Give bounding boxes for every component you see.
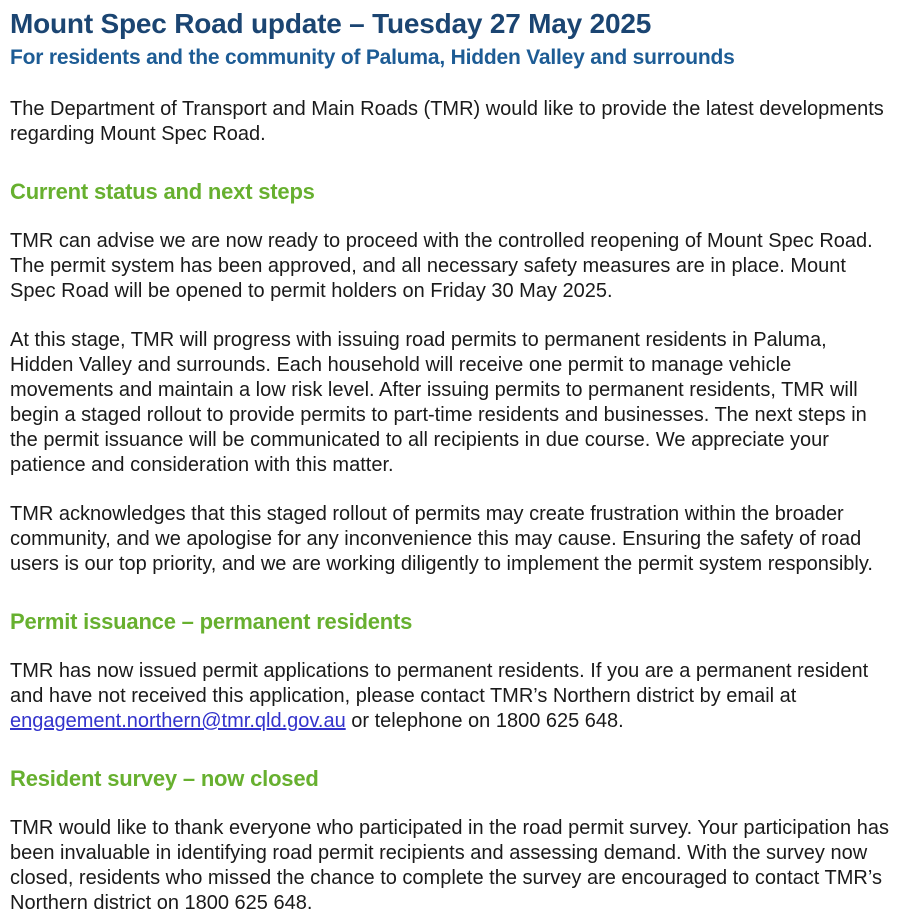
- section-heading-current-status: Current status and next steps: [10, 179, 315, 204]
- paragraph-acknowledgement: TMR acknowledges that this staged rollout of permits may create frustration within the broader community, and we apologise for any inconvenience this may cause. Ensuring the safety of road users is our top priority, and we are working diligently to implement the permit system responsibly.: [10, 503, 873, 575]
- document-title: Mount Spec Road update – Tuesday 27 May 2025: [10, 8, 652, 39]
- paragraph-reopening: TMR can advise we are now ready to proceed with the controlled reopening of Mount Spec Road. The permit system has been approved, and all necessary safety measures are in place. Mount Spec Road will be opened to permit holders on Friday 30 May 2025.: [10, 230, 873, 302]
- paragraph-permit-contact: [10, 659, 890, 734]
- paragraph-permit-contact-text-after: or telephone on 1800 625 648.: [345, 710, 624, 732]
- paragraph-staged-rollout: At this stage, TMR will progress with issuing road permits to permanent residents in Paluma, Hidden Valley and surrounds. Each household will receive one permit to manage vehicle movements and maintain a low risk level. After issuing permits to permanent residents, TMR will begin a staged rollout to provide permits to part-time residents and businesses. The next steps in the permit issuance will be communicated to all recipients in due course. We appreciate your patience and consideration with this matter.: [10, 329, 867, 476]
- email-link[interactable]: engagement.northern@tmr.qld.gov.au: [10, 710, 346, 732]
- section-heading-resident-survey: Resident survey – now closed: [10, 766, 319, 791]
- intro-paragraph: The Department of Transport and Main Roads (TMR) would like to provide the latest developments regarding Mount Spec Road.: [10, 98, 884, 145]
- paragraph-permit-contact-text-before: TMR has now issued permit applications to permanent residents. If you are a permanent resident and have not received this application, please contact TMR’s Northern district by email at: [10, 660, 869, 707]
- paragraph-survey-thanks: TMR would like to thank everyone who participated in the road permit survey. Your participation has been invaluable in identifying road permit recipients and assessing demand. With the survey now closed, residents who missed the chance to complete the survey are encouraged to contact TMR’s Northern district on 1800 625 648.: [10, 817, 889, 914]
- section-heading-permit-issuance: Permit issuance – permanent residents: [10, 609, 413, 634]
- document-subtitle: For residents and the community of Paluma, Hidden Valley and surrounds: [10, 46, 735, 69]
